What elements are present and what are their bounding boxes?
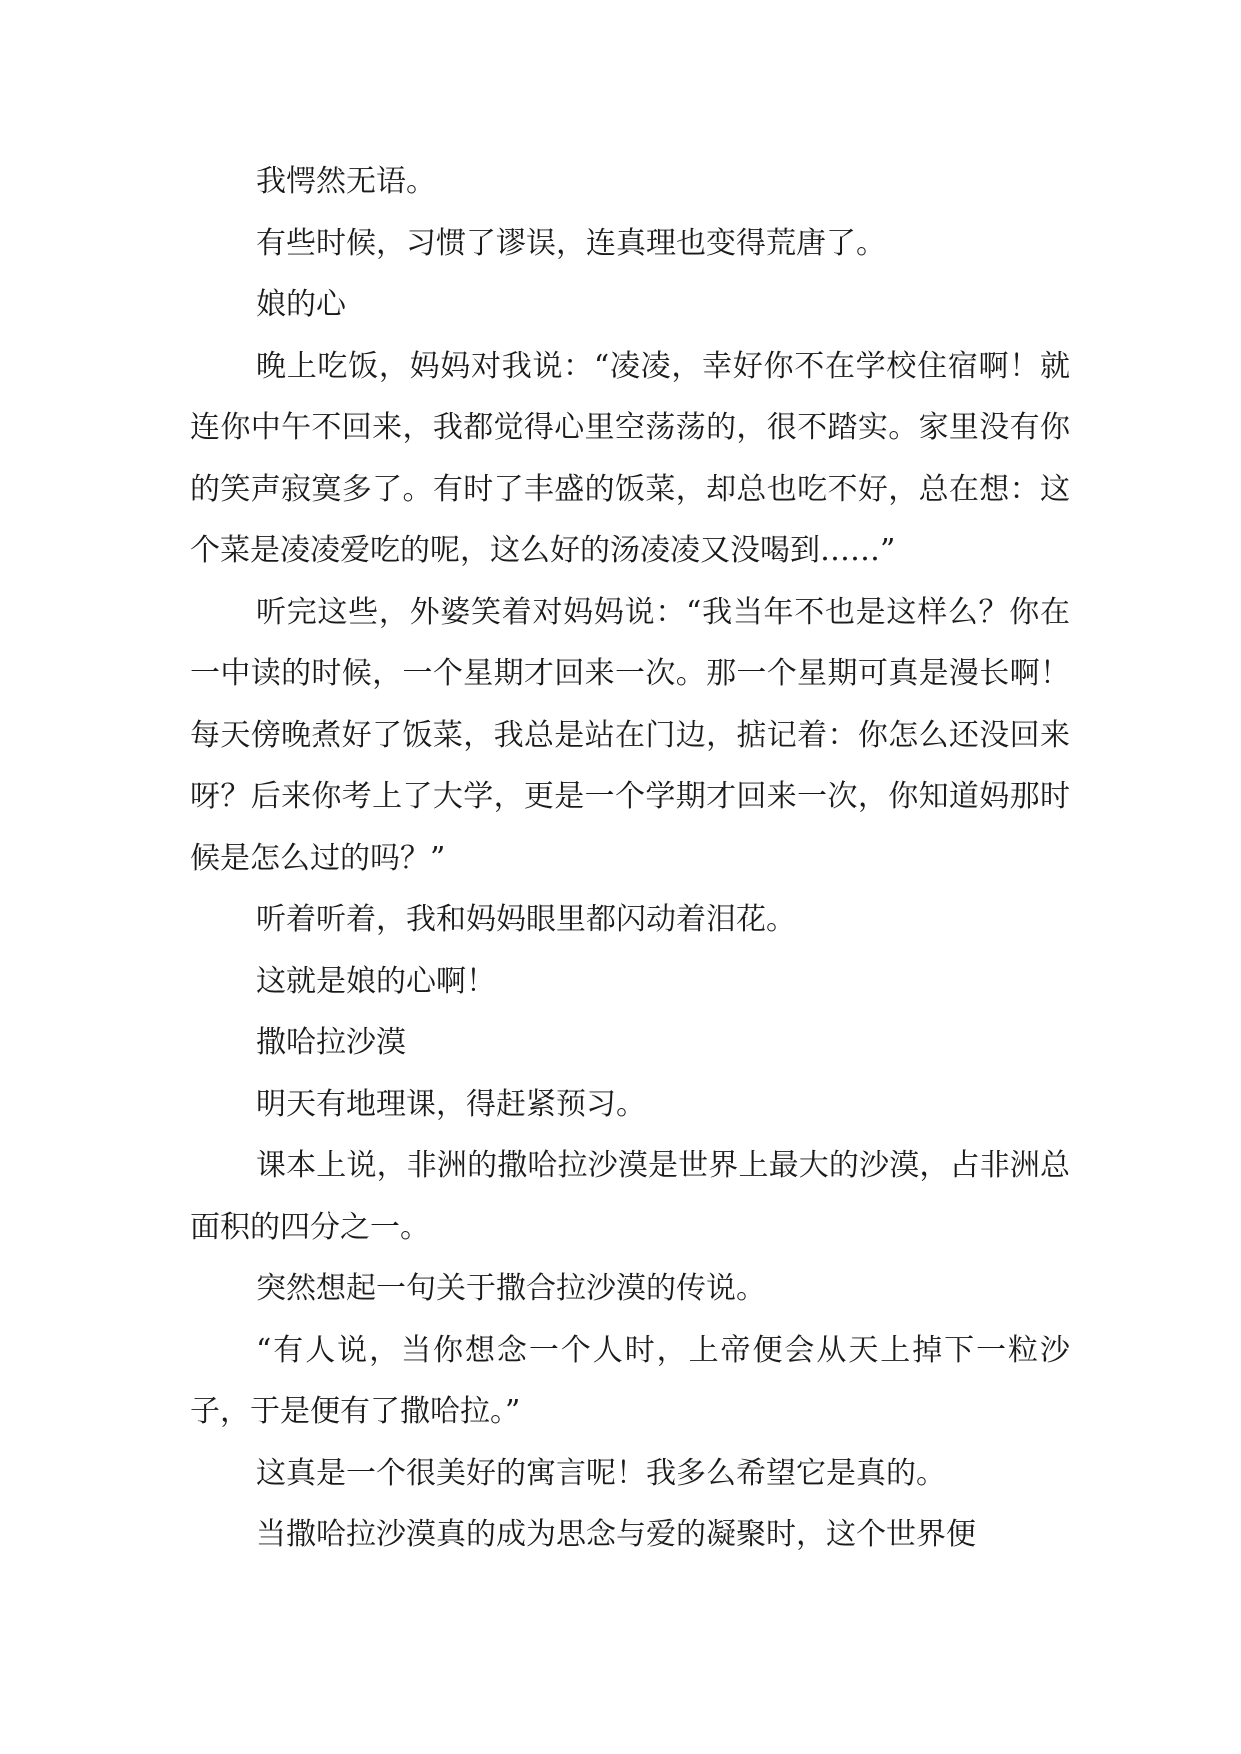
- section-heading: 娘的心: [256, 287, 346, 322]
- paragraph: 课本上说，非洲的撒哈拉沙漠是世界上最大的沙漠，占非洲总面积的四分之一。: [190, 1148, 1070, 1245]
- paragraph: 听完这些，外婆笑着对妈妈说：“我当年不也是这样么？你在一中读的时候，一个星期才回来一次。那一个星期可真是漫长啊！每天傍晚煮好了饭菜，我总是站在门边，掂记着：你怎么还没回来呀？后来你考上了大学，更是一个学期才回来一次，你知道妈那时候是怎么过的吗？”: [190, 594, 1070, 876]
- paragraph: 听着听着，我和妈妈眼里都闪动着泪花。: [256, 902, 796, 937]
- paragraph: 当撒哈拉沙漠真的成为思念与爱的凝聚时，这个世界便: [256, 1517, 976, 1552]
- paragraph: 我愕然无语。: [256, 164, 436, 199]
- paragraph: 明天有地理课，得赶紧预习。: [256, 1086, 646, 1122]
- paragraph: 突然想起一句关于撒合拉沙漠的传说。: [256, 1271, 766, 1306]
- paragraph: 有些时候，习惯了谬误，连真理也变得荒唐了。: [256, 225, 886, 261]
- section-heading: 撒哈拉沙漠: [256, 1025, 406, 1060]
- paragraph: 这就是娘的心啊！: [256, 963, 496, 999]
- paragraph: 这真是一个很美好的寓言呢！我多么希望它是真的。: [256, 1455, 946, 1491]
- document-body: [190, 151, 1070, 1566]
- paragraph: “有人说，当你想念一个人时，上帝便会从天上掉下一粒沙子，于是便有了撒哈拉。”: [190, 1332, 1070, 1429]
- paragraph: 晚上吃饭，妈妈对我说：“凌凌，幸好你不在学校住宿啊！就连你中午不回来，我都觉得心里空荡荡的，很不踏实。家里没有你的笑声寂寞多了。有时了丰盛的饭菜，却总也吃不好，总在想：这个菜是凌凌爱吃的呢，这么好的汤凌凌又没喝到……”: [190, 348, 1070, 568]
